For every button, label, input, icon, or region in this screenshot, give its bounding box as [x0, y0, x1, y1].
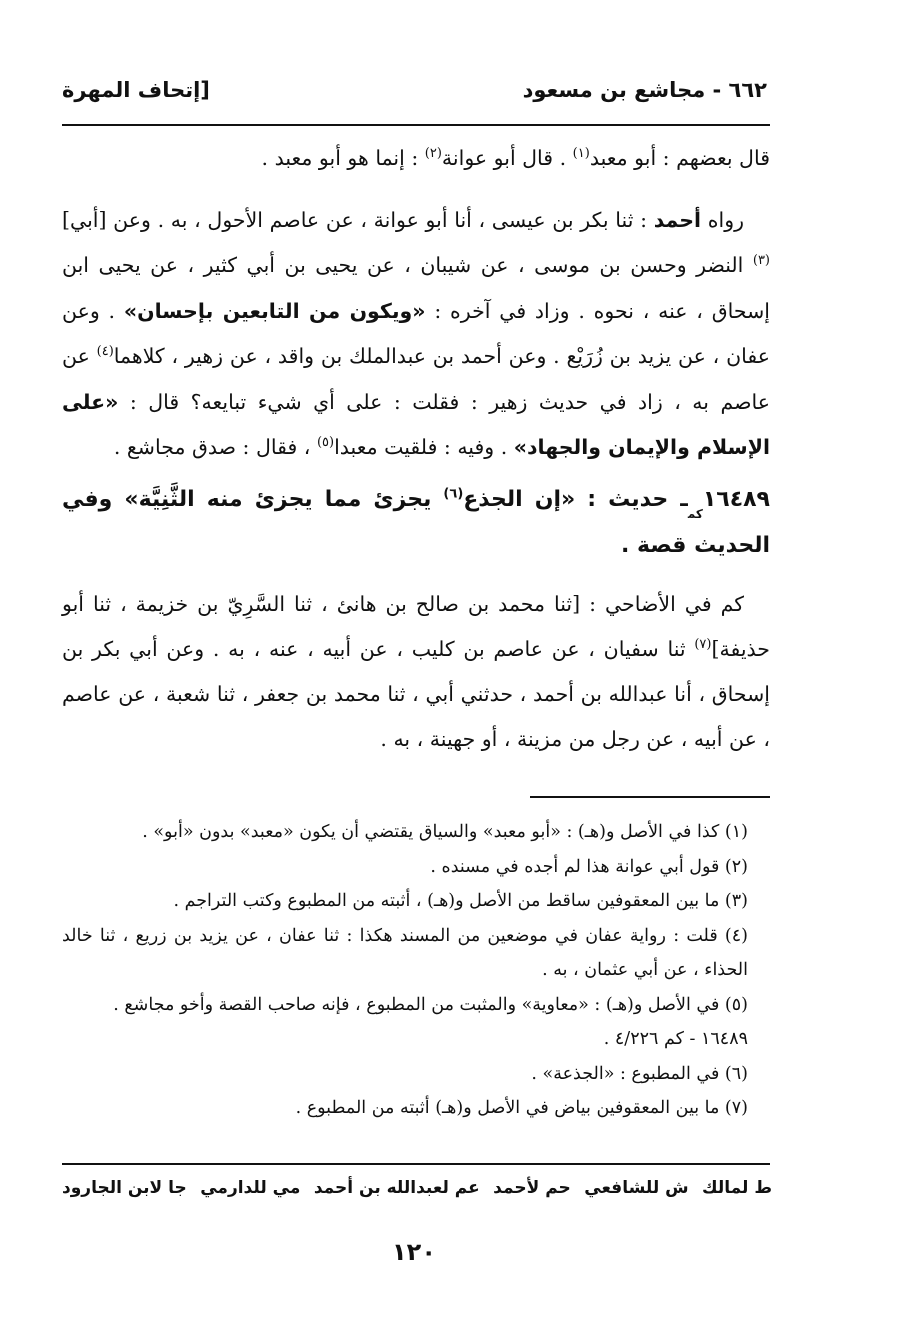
footnote-ref-7[interactable]: (٧) [694, 637, 712, 653]
footnote-5: (٥) في الأصل و(هـ) : «معاوية» والمثبت من المطبوع ، فإنه صاحب القصة وأخو مجاشع . [113, 994, 748, 1015]
quoted-addition: «ويكون من التابعين بإحسان» [123, 298, 426, 323]
legend-item: عم لعبدالله بن أحمد [313, 1178, 480, 1198]
legend-item: حم لأحمد [493, 1178, 571, 1198]
legend-item: ط لمالك [702, 1178, 772, 1198]
footnote-ref-4[interactable]: (٤) [96, 344, 114, 360]
footnote-7: (٧) ما بين المعقوفين بياض في الأصل و(هـ) أثبته من المطبوع . [295, 1098, 748, 1118]
main-text [62, 136, 770, 471]
footnote-2: (٢) قول أبي عوانة هذا لم أجده في مسنده . [430, 856, 748, 877]
legend-item: جا لابن الجارود [62, 1178, 187, 1198]
page-number: ١٢٠ [392, 1238, 436, 1266]
footnote-ref-5[interactable]: (٥) [316, 435, 335, 451]
running-header [62, 78, 767, 118]
narrator-name: أحمد [653, 207, 702, 232]
book-title: [إتحاف المهرة [62, 78, 210, 102]
paragraph-isnad: كم في الأضاحي : [ثنا محمد بن صالح بن هانئ ، ثنا السَّرِيّ بن خزيمة ، ثنا أبو حذيفة]$^{(٧)}$ ثنا سفيان ، عن عاصم بن كليب ، عن أبيه ، عنه ، به . وعن أبي بكر بن إسحاق ، أنا عبدالله بن أحمد ، حدثني أبي ، ثنا محمد بن جعفر ، ثنا شعبة ، عن عاصم ، عن أبيه ، عن رجل من مزينة ، أو جهينة ، به . [62, 592, 770, 751]
hadith-number: ١٦٤٨٩ [702, 487, 770, 512]
quoted-answer: «على الإسلام والإيمان والجهاد» [62, 389, 770, 459]
abbreviation-legend [62, 1178, 772, 1198]
footnote-ref-2[interactable]: (٢) [424, 146, 442, 162]
footnote-3: (٣) ما بين المعقوفين ساقط من الأصل و(هـ) ، أثبته من المطبوع وكتب التراجم . [173, 891, 748, 911]
footnotes [62, 815, 770, 1126]
footnote-1: (١) كذا في الأصل و(هـ) : «أبو معبد» والسياق يقتضي أن يكون «معبد» بدون «أبو» . [142, 822, 748, 842]
hadith-heading: $١٦٤٨٩_{كم}ـ$ حديث : «إن الجذع$^{(٦)}$ يجزئ مما يجزئ منه الثَّنِيَّة» وفي الحديث قصة . [62, 486, 770, 558]
header-rule [62, 124, 770, 126]
footnote-hadith-ref: ١٦٤٨٩ - كم ٤/٢٢٦ . [603, 1029, 748, 1049]
main-text-2 [62, 582, 770, 762]
footnote-ref-3[interactable]: (٣) [752, 253, 770, 269]
footnote-6: (٦) في المطبوع : «الجذعة» . [531, 1063, 748, 1084]
footnote-ref-6[interactable]: (٦) [443, 486, 464, 502]
paragraph-riwaya: رواه أحمد : ثنا بكر بن عيسى ، أنا أبو عوانة ، عن عاصم الأحول ، به . وعن [أبي]$^{(٣)}$ النضر وحسن بن موسى ، عن شيبان ، عن يحيى بن أبي كثير ، عن يحيى ابن إسحاق ، عنه ، نحوه . وزاد في آخره : «ويكون من التابعين بإحسان» . وعن عفان ، عن يزيد بن زُرَيْع . وعن أحمد بن عبدالملك بن واقد ، عن زهير ، كلاهما$^{(٤)}$ عن عاصم به ، زاد في حديث زهير : فقلت : على أي شيء تبايعه؟ قال : «على الإسلام والإيمان والجهاد» . وفيه : فلقيت معبدا$^{(٥)}$ ، فقال : صدق مجاشع . [62, 207, 770, 459]
paragraph-opening: قال بعضهم : أبو معبد$^{(١)}$ . قال أبو عوانة$^{(٢)}$ : إنما هو أبو معبد . [261, 146, 770, 170]
source-tag: كم [687, 507, 703, 521]
footnote-separator [530, 796, 770, 798]
footnote-ref-1[interactable]: (١) [572, 146, 590, 162]
legend-item: مي للدارمي [200, 1178, 301, 1198]
legend-item: ش للشافعي [584, 1178, 689, 1198]
entry-title: ٦٦٢ - مجاشع بن مسعود [522, 78, 767, 102]
footnote-4: (٤) قلت : رواية عفان في موضعين من المسند هكذا : ثنا عفان ، عن يزيد بن زريع ، ثنا خالد الحذاء ، عن أبي عثمان ، به . [62, 925, 748, 980]
legend-rule [62, 1163, 770, 1165]
